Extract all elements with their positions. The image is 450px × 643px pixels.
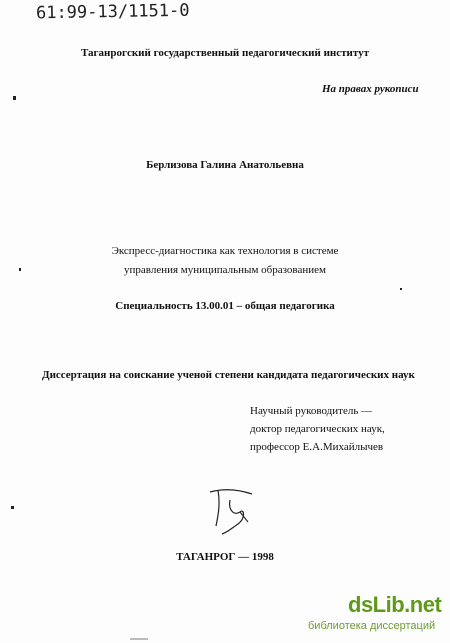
scan-speck <box>130 638 148 640</box>
handwritten-catalog-code: 61:99-13/1151-0 <box>35 0 190 24</box>
watermark-logo: dsLib.net <box>348 592 442 617</box>
city-year: ТАГАНРОГ — 1998 <box>176 551 274 563</box>
manuscript-note: На правах рукописи <box>322 83 419 95</box>
scan-speck <box>400 288 402 290</box>
dissertation-line: Диссертация на соискание ученой степени кандидата педагогических наук <box>42 369 415 381</box>
supervisor-line-1: Научный руководитель — <box>250 405 373 417</box>
signature <box>200 482 260 542</box>
author-name: Берлизова Галина Анатольевна <box>146 159 304 171</box>
dslib-watermark <box>306 592 446 638</box>
title-line-2: управления муниципальным образованием <box>124 264 326 276</box>
scan-speck <box>13 96 16 100</box>
supervisor-line-3: профессор Е.А.Михайлычев <box>250 441 384 453</box>
institution-name: Таганрогский государственный педагогический институт <box>80 47 370 59</box>
specialty-line: Специальность 13.00.01 – общая педагогика <box>115 300 335 312</box>
title-line-1: Экспресс-диагностика как технология в системе <box>111 245 339 257</box>
scan-speck <box>11 506 14 509</box>
scan-speck <box>19 268 21 271</box>
supervisor-line-2: доктор педагогических наук, <box>250 423 385 435</box>
watermark-subtitle: библиотека диссертаций <box>308 620 436 632</box>
